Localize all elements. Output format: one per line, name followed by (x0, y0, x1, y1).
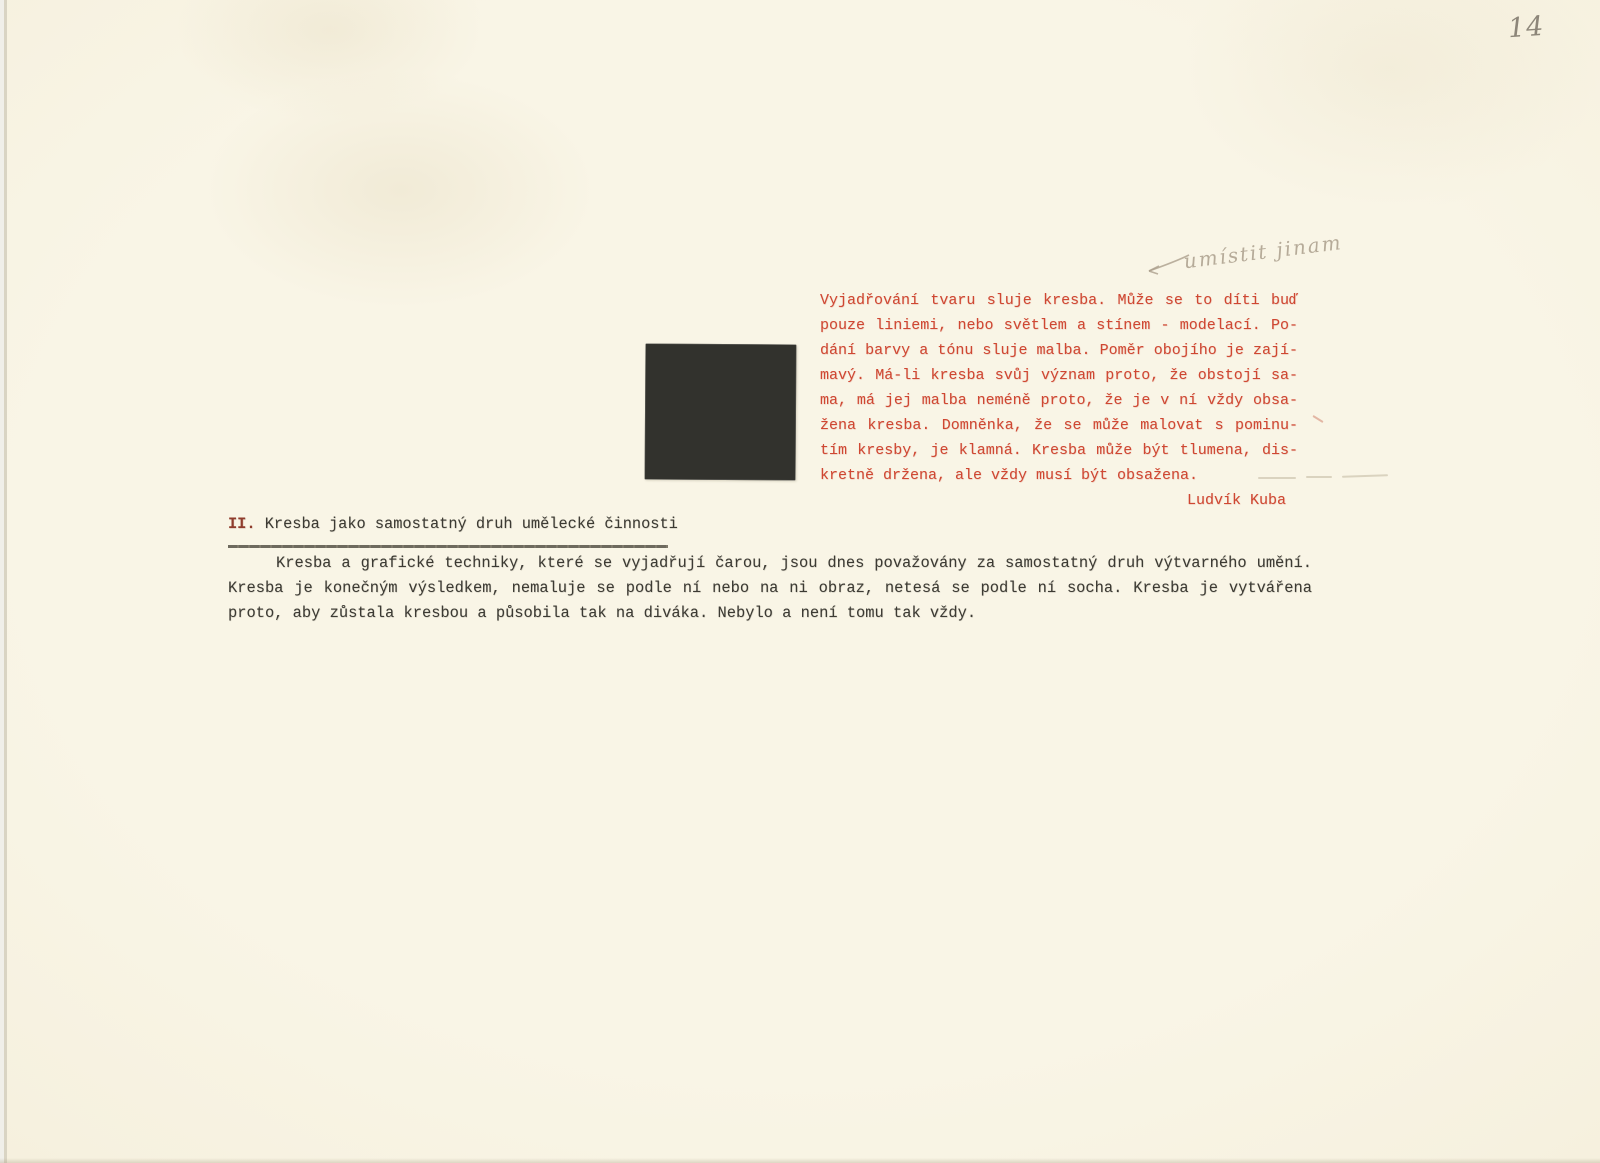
erased-marks (1258, 474, 1398, 484)
paper-bottom-edge (0, 1158, 1600, 1163)
quote-line: pouze liniemi, nebo světlem a stínem - modelací. Po- (820, 317, 1298, 334)
quote-line: Vyjadřování tvaru sluje kresba. Může se to díti buď (820, 292, 1298, 309)
quote-line: ma, má jej malba neméně proto, že je v ní vždy obsa- (820, 392, 1298, 409)
page-number: 14 (1506, 10, 1546, 45)
quote-line: tím kresby, je klamná. Kresba může být tlumena, dis- (820, 442, 1298, 459)
quote-signature: Ludvík Kuba (1186, 492, 1286, 509)
body-paragraph (228, 551, 1312, 626)
black-swatch (645, 343, 797, 480)
body-line: proto, aby zůstala kresbou a působila tak na diváka. Nebylo a není tomu tak vždy. (228, 604, 977, 622)
pencil-annotation: umístit jinam (1182, 230, 1344, 274)
quote-line: dání barvy a tónu sluje malba. Poměr obojího je zají- (820, 342, 1298, 359)
heading-underline (228, 545, 668, 548)
quote-line: žena kresba. Domněnka, že se může malovat s pominu- (820, 417, 1298, 434)
section-numeral: II. (228, 515, 256, 533)
paper-left-edge (0, 0, 10, 1163)
quote-line: kretně držena, ale vždy musí být obsažena. (820, 467, 1199, 484)
body-line: Kresba a grafické techniky, které se vyjadřují čarou, jsou dnes považovány za samostatný druh výtvarného umění. (276, 554, 1312, 572)
quote-line: mavý. Má-li kresba svůj význam proto, že obstojí sa- (820, 367, 1298, 384)
stray-pencil-mark (1312, 415, 1323, 423)
section-heading (228, 515, 678, 533)
section-title: Kresba jako samostatný druh umělecké činnosti (255, 515, 678, 533)
quote-block (820, 288, 1298, 513)
body-line: Kresba je konečným výsledkem, nemaluje se podle ní nebo na ni obraz, netesá se podle ní socha. Kresba je vytvářena (228, 579, 1312, 597)
